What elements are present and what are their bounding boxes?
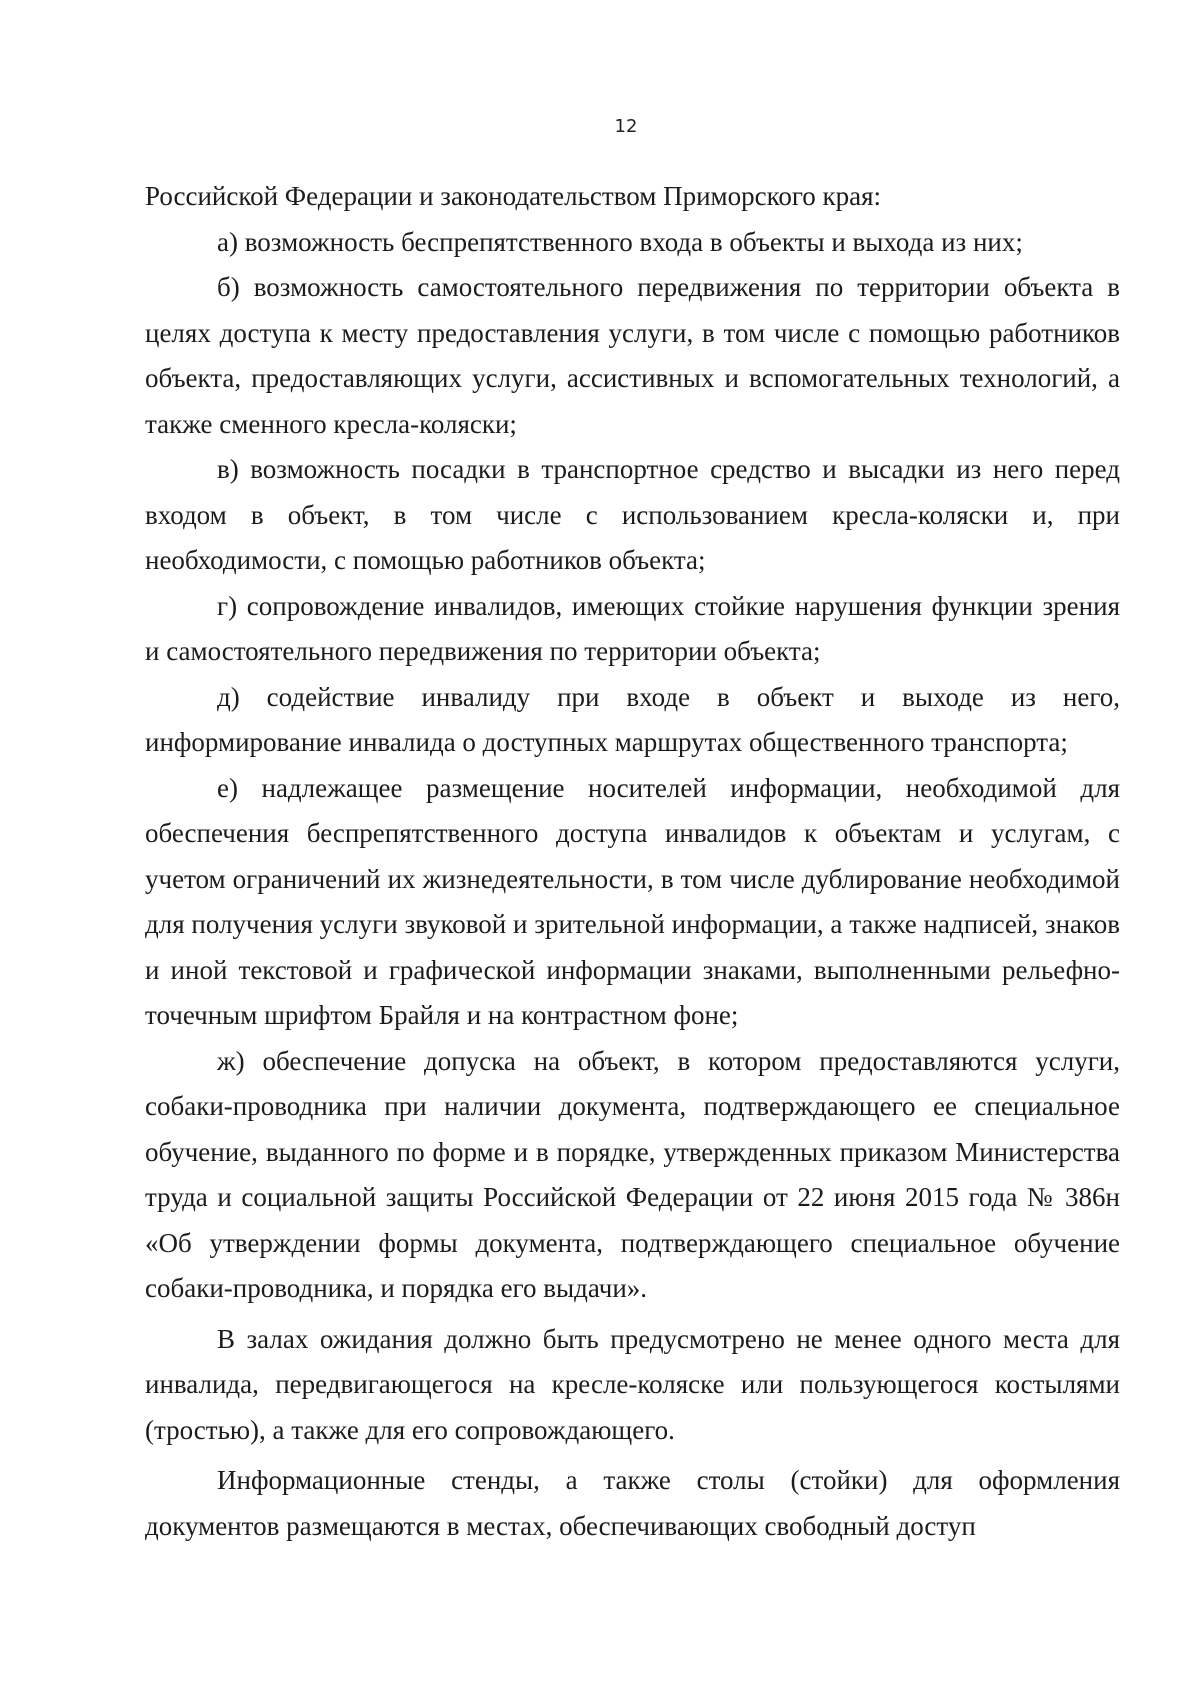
page-number: 12 — [614, 116, 638, 137]
list-item-b: б) возможность самостоятельного передвижения по территории объекта в целях доступа к месту предоставления услуги, в том числе с помощью работников объекта, предоставляющих услуги, ассистивных и вспомогательных технологий, а также сменного кресла-коляски; — [145, 272, 1120, 439]
list-item-d: д) содействие инвалиду при входе в объект и выходе из него, информирование инвалида о доступных маршрутах общественного транспорта; — [145, 681, 1120, 757]
list-item-v: в) возможность посадки в транспортное средство и высадки из него перед входом в объект, в том числе с использованием кресла-коляски и, при необходимости, с помощью работников объекта; — [145, 454, 1120, 575]
paragraph-waiting-halls: В залах ожидания должно быть предусмотрено не менее одного места для инвалида, передвигающегося на кресле-коляске или пользующегося костылями (тростью), а также для его сопровождающего. — [145, 1323, 1120, 1445]
list-item-a: а) возможность беспрепятственного входа в объекты и выхода из них; — [217, 226, 1023, 257]
paragraph-info-stands: Информационные стенды, а также столы (стойки) для оформления документов размещаются в местах, обеспечивающих свободный доступ — [145, 1465, 1120, 1541]
paragraph-continuation: Российской Федерации и законодательством Приморского края: — [145, 181, 882, 211]
list-item-e: е) надлежащее размещение носителей информации, необходимой для обеспечения беспрепятственного доступа инвалидов к объектам и услугам, с учетом ограничений их жизнедеятельности, в том числе дублирование необходимой для получения услуги звуковой и зрительной информации, а также надписей, знаков и иной текстовой и графической информации знаками, выполненными рельефно-точечным шрифтом Брайля и на контрастном фоне; — [145, 772, 1120, 1030]
list-item-zh: ж) обеспечение допуска на объект, в котором предоставляются услуги, собаки-проводника при наличии документа, подтверждающего ее специальное обучение, выданного по форме и в порядке, утвержденных приказом Министерства труда и социальной защиты Российской Федерации от 22 июня 2015 года № 386н «Об утверждении формы документа, подтверждающего специальное обучение собаки-проводника, и порядка его выдачи». — [145, 1045, 1120, 1303]
document-body — [145, 174, 1120, 1549]
list-item-g: г) сопровождение инвалидов, имеющих стойкие нарушения функции зрения и самостоятельного передвижения по территории объекта; — [145, 590, 1120, 666]
